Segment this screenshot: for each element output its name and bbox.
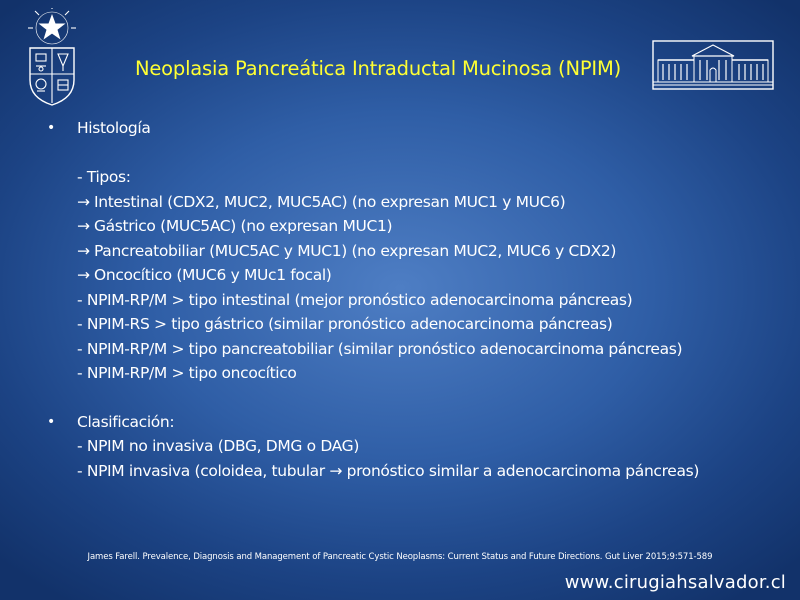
right-arrow-icon: → [77,241,90,260]
right-arrow-icon: → [77,217,90,235]
list-item: - NPIM no invasiva (DBG, DMG o DAG) [77,437,360,455]
list-item: - NPIM invasiva (coloidea, tubular → pronóstico similar a adenocarcinoma páncreas) [77,461,700,480]
list-item: - NPIM-RP/M > tipo oncocítico [77,364,297,382]
bullet-dot-icon: • [47,120,56,136]
bullet-histologia [47,116,767,386]
slide-title: Neoplasia Pancreática Intraductal Mucinosa (NPIM) [134,57,621,80]
right-arrow-icon: → [77,192,90,211]
list-item: → Intestinal (CDX2, MUC2, MUC5AC) (no expresan MUC1 y MUC6) [77,190,767,215]
right-arrow-icon: → [324,461,347,480]
bullet-dot-icon: • [47,413,56,430]
list-item: - NPIM-RP/M > tipo intestinal (mejor pronóstico adenocarcinoma páncreas) [77,290,633,309]
list-item: - NPIM-RS > tipo gástrico (similar pronóstico adenocarcinoma páncreas) [77,315,613,333]
list-item: - NPIM-RP/M > tipo pancreatobiliar (similar pronóstico adenocarcinoma páncreas) [77,339,683,358]
slide-content [47,116,767,483]
list-item: → Gástrico (MUC5AC) (no expresan MUC1) [77,214,767,239]
section-heading: Histología [77,119,151,137]
section-heading: Clasificación: [77,412,175,431]
list-item: → Oncocítico (MUC6 y MUc1 focal) [77,263,767,288]
list-item: → Pancreatobiliar (MUC5AC y MUC1) (no expresan MUC2, MUC6 y CDX2) [77,239,767,264]
list-item: - Tipos: [77,168,131,186]
right-arrow-icon: → [77,266,90,284]
website-url: www.cirugiahsalvador.cl [564,572,786,593]
bullet-clasificacion [47,410,767,484]
reference-citation: James Farell. Prevalence, Diagnosis and Management of Pancreatic Cystic Neoplasms: Current Status and Future Directions. Gut Liver 2015;9:571-589 [87,552,713,562]
